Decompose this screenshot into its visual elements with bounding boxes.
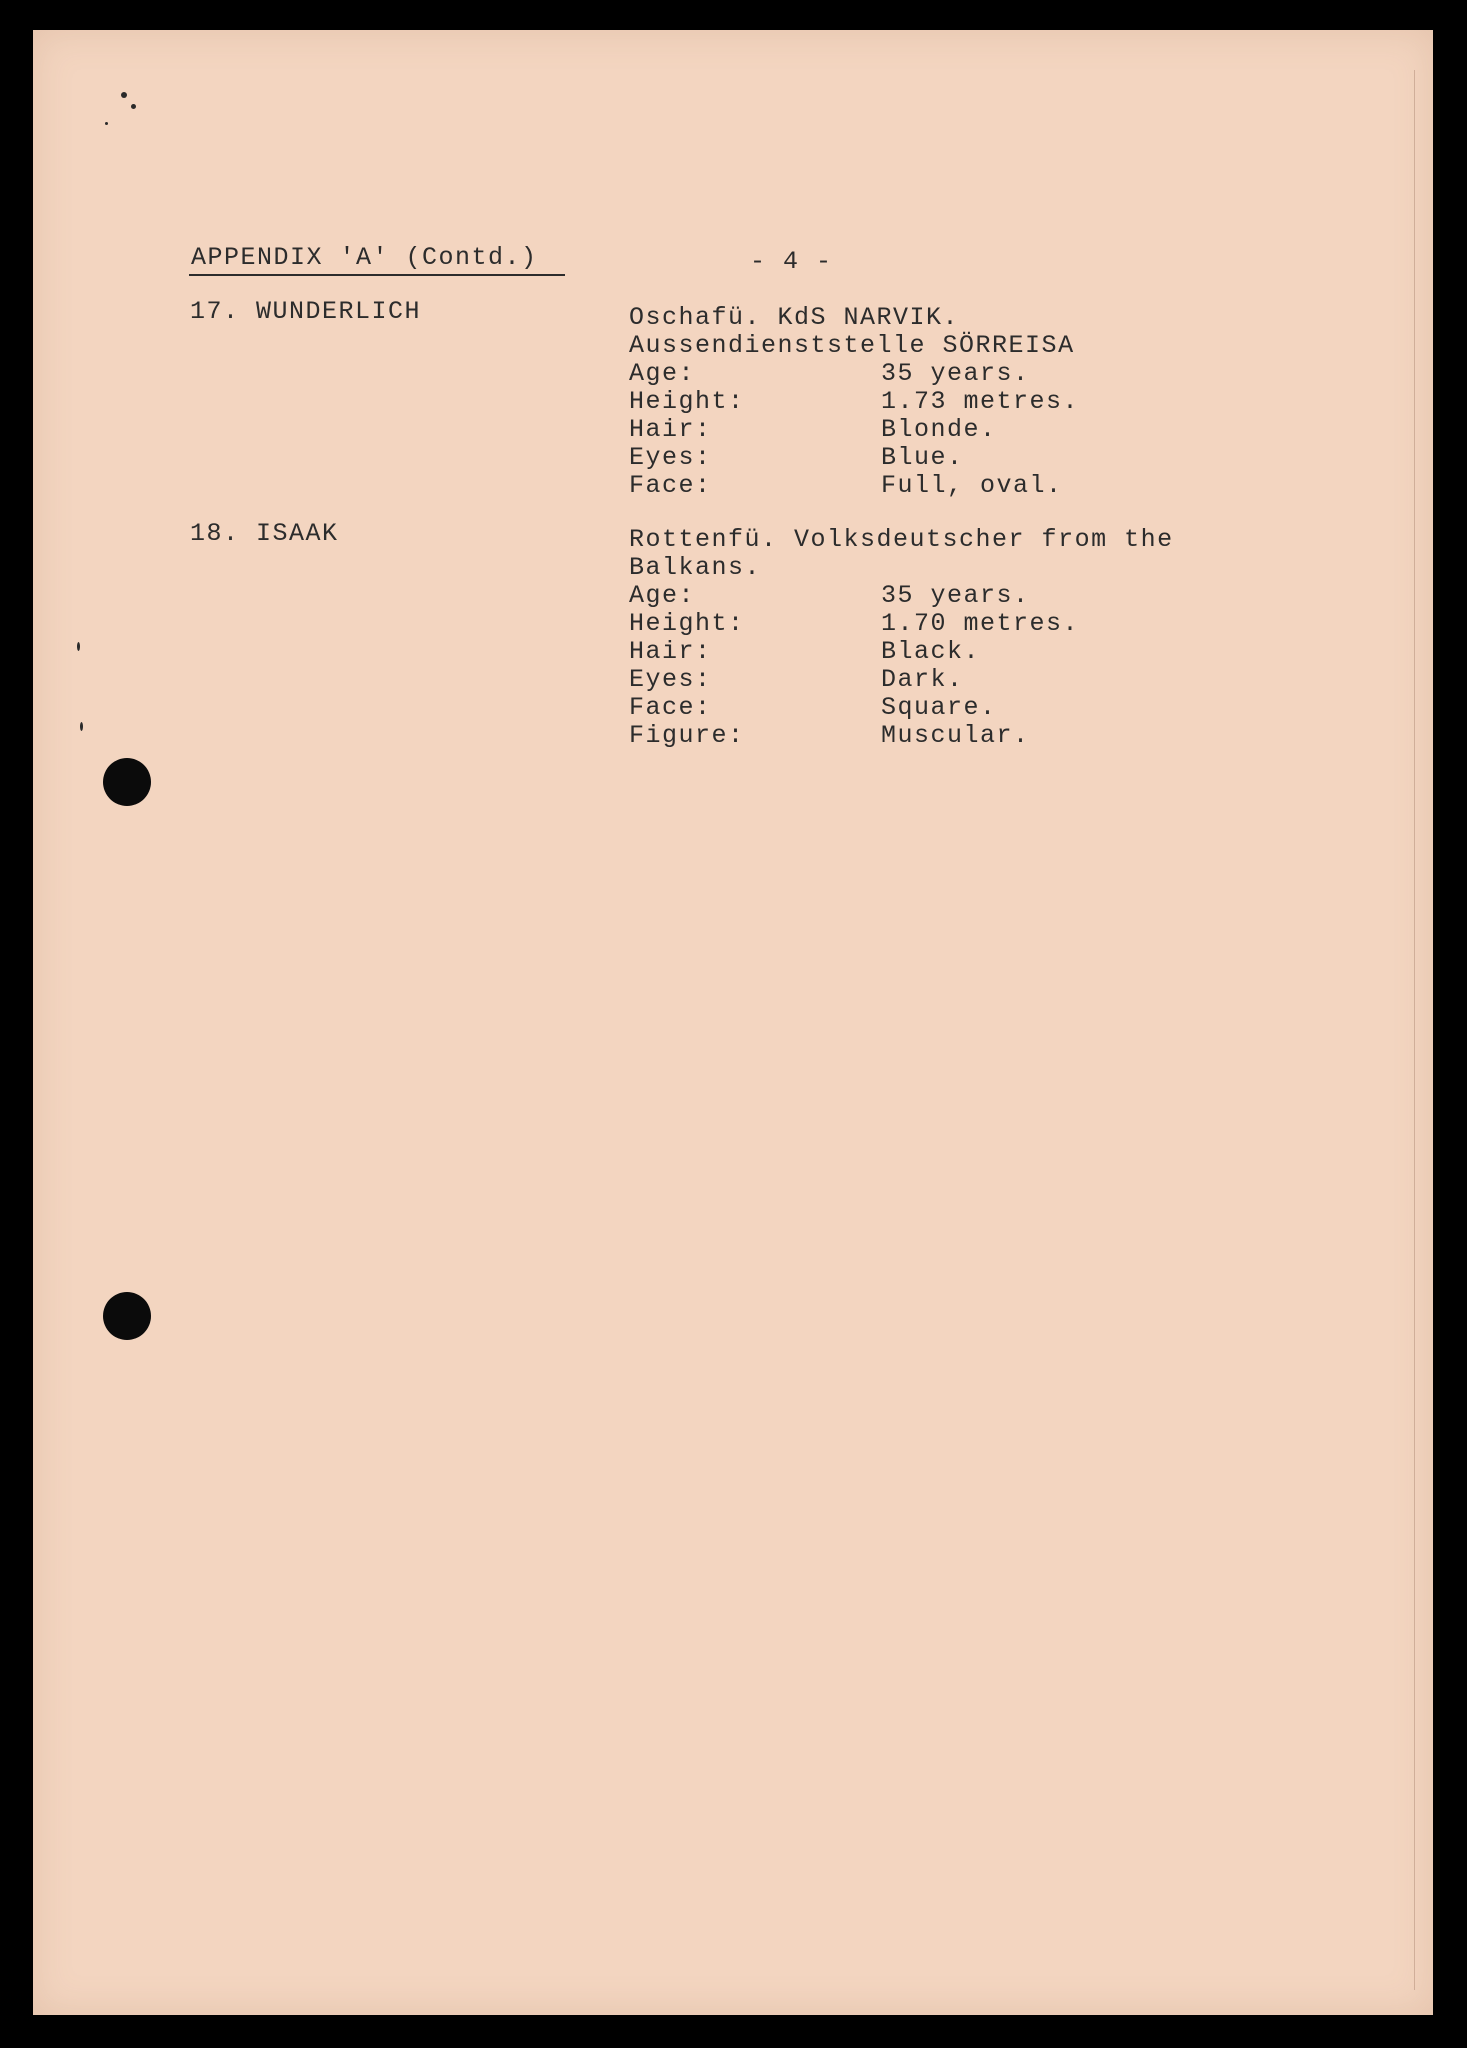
page-edge-line — [1414, 70, 1415, 1990]
punch-hole-top — [103, 758, 151, 806]
ink-speck — [77, 642, 80, 651]
field-value-hair: Black. — [881, 637, 981, 666]
field-value-hair: Blonde. — [881, 415, 997, 444]
field-label-age: Age: — [629, 581, 696, 610]
entry-description-line: Oschafü. KdS NARVIK. — [629, 303, 960, 332]
field-value-age: 35 years. — [881, 359, 1030, 388]
entry-description-line: Aussendienststelle SÖRREISA — [629, 331, 1075, 360]
field-label-eyes: Eyes: — [629, 665, 712, 694]
document-page — [33, 30, 1433, 2015]
field-value-height: 1.70 metres. — [881, 609, 1080, 638]
page-number: - 4 - — [750, 247, 833, 276]
entry-description-line: Balkans. — [629, 553, 762, 582]
field-label-height: Height: — [629, 387, 745, 416]
heading-underline — [189, 274, 565, 276]
ink-speck — [105, 122, 108, 125]
appendix-heading: APPENDIX 'A' (Contd.) — [191, 243, 538, 272]
ink-speck — [131, 104, 136, 109]
field-value-age: 35 years. — [881, 581, 1030, 610]
entry-name: 17. WUNDERLICH — [190, 297, 422, 326]
field-value-height: 1.73 metres. — [881, 387, 1080, 416]
ink-speck — [80, 722, 83, 731]
field-label-age: Age: — [629, 359, 696, 388]
ink-speck — [121, 92, 127, 98]
punch-hole-bottom — [103, 1292, 151, 1340]
field-label-height: Height: — [629, 609, 745, 638]
field-value-face: Full, oval. — [881, 471, 1063, 500]
field-label-face: Face: — [629, 471, 712, 500]
field-label-face: Face: — [629, 693, 712, 722]
field-value-figure: Muscular. — [881, 721, 1030, 750]
field-label-eyes: Eyes: — [629, 443, 712, 472]
field-value-eyes: Blue. — [881, 443, 964, 472]
entry-description-line: Rottenfü. Volksdeutscher from the — [629, 525, 1174, 554]
field-label-figure: Figure: — [629, 721, 745, 750]
field-label-hair: Hair: — [629, 637, 712, 666]
field-label-hair: Hair: — [629, 415, 712, 444]
field-value-eyes: Dark. — [881, 665, 964, 694]
field-value-face: Square. — [881, 693, 997, 722]
entry-name: 18. ISAAK — [190, 519, 339, 548]
